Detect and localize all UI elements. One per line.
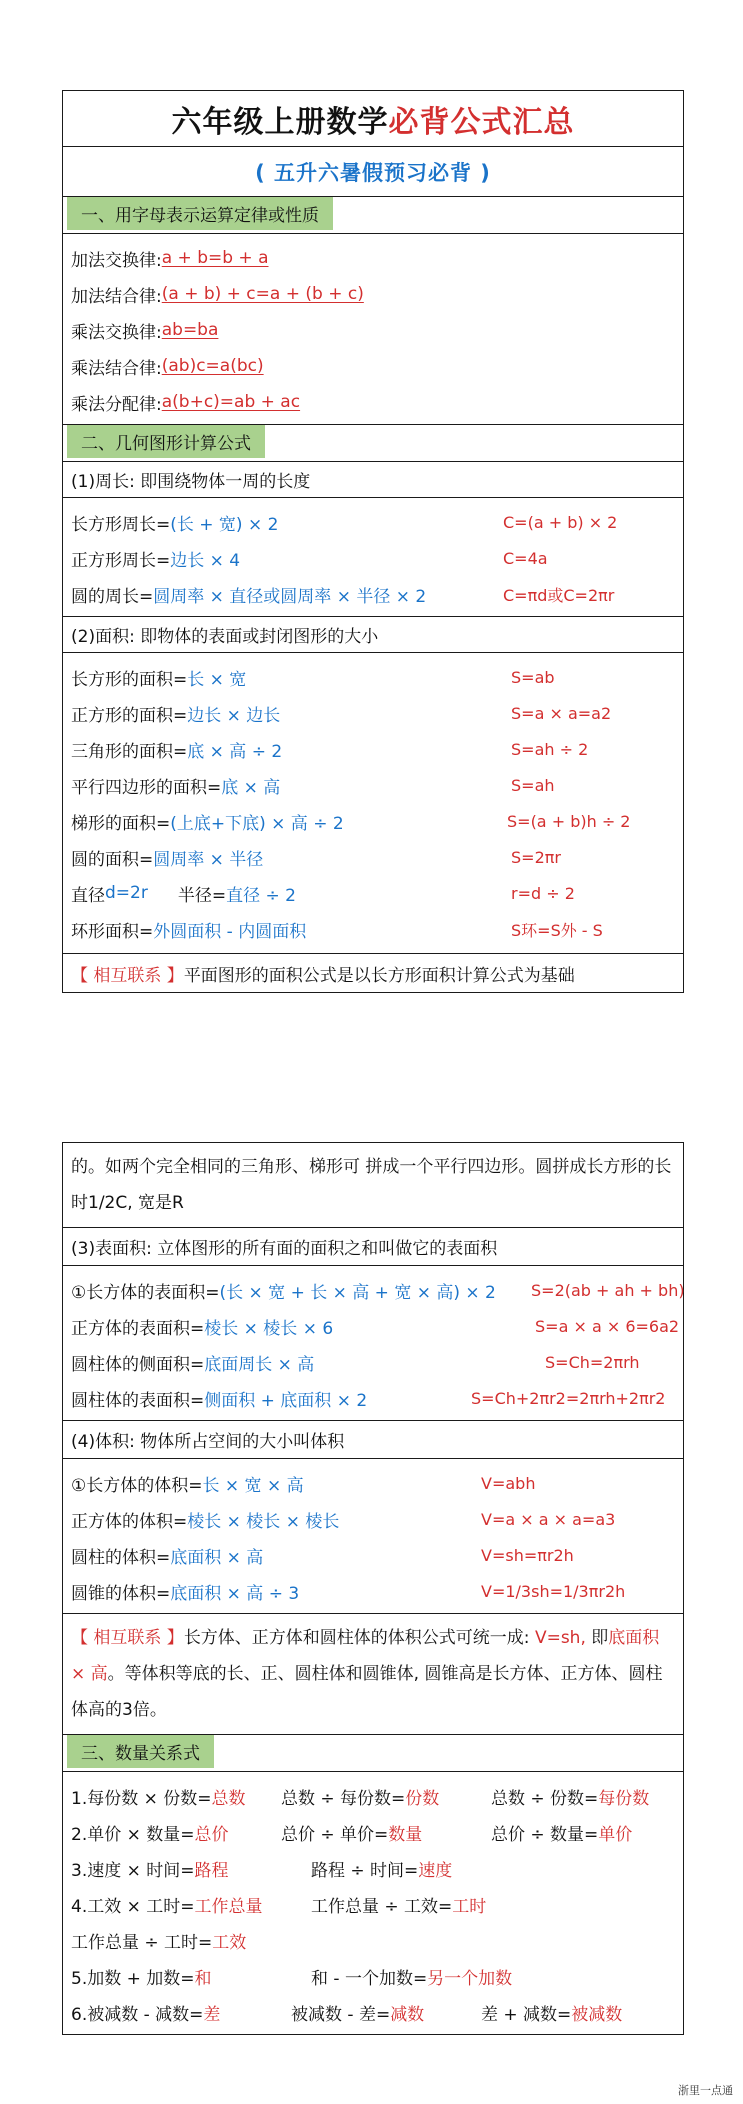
- watermark: 浙里一点通: [678, 2084, 733, 2097]
- law-item: 乘法结合律: (ab)c=a(bc): [71, 356, 264, 379]
- formula-item: 正方体的表面积= 棱长 × 棱长 × 6 S=a × a × 6=6a2: [71, 1316, 680, 1339]
- relation-row: 2.单价 × 数量=总价 总价 ÷ 单价=数量 总价 ÷ 数量=单价: [71, 1824, 633, 1845]
- formula-item: 长方形的面积= 长 × 宽 S=ab: [71, 667, 555, 690]
- area-list: [63, 653, 683, 954]
- relation-row: 6.被减数 - 减数=差 被减数 - 差=减数 差 + 减数=被减数: [71, 2004, 623, 2025]
- relation-row: 4.工效 × 工时=工作总量 工作总量 ÷ 工效=工时: [71, 1896, 487, 1917]
- formula-item: 圆的面积= 圆周率 × 半径 S=2πr: [71, 847, 561, 870]
- formula-card-part1: [62, 90, 684, 993]
- law-item: 乘法分配律: a(b+c)=ab + ac: [71, 392, 301, 415]
- formula-item: 正方形周长= 边长 × 4 C=4a: [71, 548, 548, 571]
- law-item: 加法交换律: a + b=b + a: [71, 248, 269, 271]
- laws-list: [63, 234, 683, 425]
- relation-row: 工作总量 ÷ 工时=工效: [71, 1932, 247, 1953]
- page-title: 六年级上册数学 必背公式汇总: [63, 91, 683, 147]
- formula-item: ①长方体的表面积= (长 × 宽 + 长 × 高 + 宽 × 高) × 2 S=2(ab + ah + bh): [71, 1280, 685, 1303]
- quantity-relations: [63, 1772, 683, 2034]
- formula-item: 长方形周长= (长 + 宽) × 2 C=(a + b) × 2: [71, 512, 618, 535]
- relation-row: 3.速度 × 时间=路程 路程 ÷ 时间=速度: [71, 1860, 453, 1881]
- surface-title: (3)表面积: 立体图形的所有面的面积之和叫做它的表面积: [63, 1228, 683, 1266]
- formula-item: 正方形的面积= 边长 × 边长 S=a × a=a2: [71, 703, 612, 726]
- page-subtitle: ( 五升六暑假预习必背 ): [63, 147, 683, 197]
- link-note-1-continued: 的。如两个完全相同的三角形、梯形可 拼成一个平行四边形。圆拼成长方形的长时1/2C, 宽是R: [63, 1143, 683, 1228]
- link-note-2: 【 相互联系 】长方体、正方体和圆柱体的体积公式可统一成: V=sh, 即底面积 × 高。等体积等底的长、正、圆柱体和圆锥体, 圆锥高是长方体、正方体、圆柱体高的3倍。: [63, 1614, 683, 1735]
- relation-row: 1.每份数 × 份数=总数 总数 ÷ 每份数=份数 总数 ÷ 份数=每份数: [71, 1788, 650, 1809]
- section-3-header: 三、数量关系式: [63, 1735, 683, 1772]
- section-2-header: 二、几何图形计算公式: [63, 425, 683, 462]
- perimeter-list: [63, 498, 683, 617]
- section-1-header: 一、用字母表示运算定律或性质: [63, 197, 683, 234]
- formula-item: 圆锥的体积= 底面积 × 高 ÷ 3 V=1/3sh=1/3πr2h: [71, 1581, 626, 1604]
- formula-item: 正方体的体积= 棱长 × 棱长 × 棱长 V=a × a × a=a3: [71, 1509, 616, 1532]
- formula-item: 三角形的面积= 底 × 高 ÷ 2 S=ah ÷ 2: [71, 739, 589, 762]
- law-item: 乘法交换律: ab=ba: [71, 320, 219, 343]
- formula-item: 圆柱的体积= 底面积 × 高 V=sh=πr2h: [71, 1545, 574, 1568]
- formula-item: 圆柱体的表面积= 侧面积 + 底面积 × 2 S=Ch+2πr2=2πrh+2πr2: [71, 1388, 666, 1411]
- surface-list: [63, 1266, 683, 1421]
- volume-list: [63, 1459, 683, 1614]
- link-note-1: 【 相互联系 】 平面图形的面积公式是以长方形面积计算公式为基础: [71, 965, 575, 986]
- law-item: 加法结合律: (a + b) + c=a + (b + c): [71, 284, 364, 307]
- formula-item: 直径 d=2r 半径= 直径 ÷ 2 r=d ÷ 2: [71, 883, 575, 906]
- perimeter-title: (1)周长: 即围绕物体一周的长度: [63, 462, 683, 498]
- formula-item: 平行四边形的面积= 底 × 高 S=ah: [71, 775, 555, 798]
- formula-item: 梯形的面积= (上底+下底) × 高 ÷ 2 S=(a + b)h ÷ 2: [71, 811, 631, 834]
- formula-item: ①长方体的体积= 长 × 宽 × 高 V=abh: [71, 1473, 536, 1496]
- volume-title: (4)体积: 物体所占空间的大小叫体积: [63, 1421, 683, 1459]
- relation-row: 5.加数 + 加数=和 和 - 一个加数=另一个加数: [71, 1968, 513, 1989]
- formula-item: 圆的周长= 圆周率 × 直径或圆周率 × 半径 × 2 C=πd或C=2πr: [71, 585, 615, 607]
- formula-card-part2: [62, 1142, 684, 2035]
- area-title: (2)面积: 即物体的表面或封闭图形的大小: [63, 617, 683, 653]
- formula-item: 环形面积= 外圆面积 - 内圆面积 S环=S外 - S: [71, 920, 603, 942]
- formula-item: 圆柱体的侧面积= 底面周长 × 高 S=Ch=2πrh: [71, 1352, 640, 1375]
